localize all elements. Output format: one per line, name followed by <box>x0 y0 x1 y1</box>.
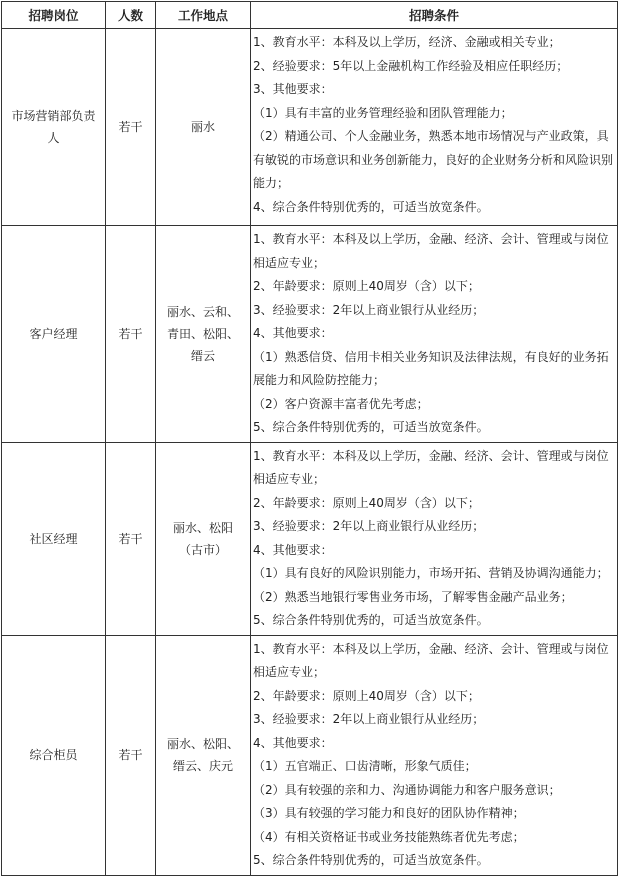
condition-line: （3）具有较强的学习能力和良好的团队协作精神； <box>253 806 525 820</box>
condition-line: 1、教育水平：本科及以上学历，金融、经济、会计、管理或与岗位 <box>253 641 609 656</box>
conditions-cell <box>251 635 618 875</box>
condition-line: （1）熟悉信贷、信用卡相关业务知识及法律法规，有良好的业务拓 <box>253 349 609 364</box>
header-location: 工作地点 <box>156 2 251 29</box>
condition-line: （2）客户资源丰富者优先考虑； <box>253 396 429 411</box>
condition-line: 能力； <box>253 176 290 190</box>
count-cell: 若干 <box>106 635 156 875</box>
condition-line: （2）具有较强的亲和力、沟通协调能力和客户服务意识； <box>253 782 561 797</box>
table-row <box>2 442 618 635</box>
location-cell: 丽水、云和、青田、松阳、缙云 <box>156 226 251 443</box>
condition-line: 4、其他要求： <box>253 542 333 557</box>
condition-line: （2）熟悉当地银行零售业务市场，了解零售金融产品业务； <box>253 589 573 604</box>
condition-line: 相适应专业； <box>253 472 326 486</box>
location-cell: 丽水 <box>156 29 251 226</box>
condition-line: 相适应专业； <box>253 255 326 270</box>
condition-line: （2）精通公司、个人金融业务，熟悉本地市场情况与产业政策，具 <box>253 129 609 143</box>
count-cell: 若干 <box>106 29 156 226</box>
recruitment-table <box>1 1 618 876</box>
condition-line: 2、年龄要求：原则上40周岁（含）以下； <box>253 279 480 293</box>
position-cell: 市场营销部负责人 <box>2 29 106 226</box>
location-cell: 丽水、松阳、缙云、庆元 <box>156 635 251 875</box>
condition-line: 2、年龄要求：原则上40周岁（含）以下； <box>253 688 480 703</box>
condition-line: 5、综合条件特别优秀的，可适当放宽条件。 <box>253 853 489 867</box>
table-row <box>2 29 618 226</box>
table-row <box>2 635 618 875</box>
condition-line: 4、其他要求： <box>253 735 333 750</box>
header-conditions: 招聘条件 <box>251 2 618 29</box>
condition-line: 展能力和风险防控能力； <box>253 373 386 387</box>
condition-line: （1）具有良好的风险识别能力，市场开拓、营销及协调沟通能力； <box>253 566 609 580</box>
location-cell: 丽水、松阳（古市） <box>156 442 251 635</box>
condition-line: （1）具有丰富的业务管理经验和团队管理能力； <box>253 105 513 120</box>
condition-line: 4、综合条件特别优秀的，可适当放宽条件。 <box>253 199 489 214</box>
position-cell: 综合柜员 <box>2 635 106 875</box>
conditions-cell <box>251 226 618 443</box>
condition-line: 5、综合条件特别优秀的，可适当放宽条件。 <box>253 420 489 434</box>
conditions-cell <box>251 29 618 226</box>
count-cell: 若干 <box>106 442 156 635</box>
table-row <box>2 226 618 443</box>
condition-line: 3、经验要求：2年以上商业银行从业经历； <box>253 302 485 317</box>
count-cell: 若干 <box>106 226 156 443</box>
condition-line: 有敏锐的市场意识和业务创新能力，良好的企业财务分析和风险识别 <box>253 152 614 167</box>
position-cell: 客户经理 <box>2 226 106 443</box>
condition-line: 1、教育水平：本科及以上学历，金融、经济、会计、管理或与岗位 <box>253 448 609 463</box>
condition-line: 相适应专业； <box>253 665 326 679</box>
condition-line: 4、其他要求： <box>253 326 333 340</box>
condition-line: 2、年龄要求：原则上40周岁（含）以下； <box>253 495 480 510</box>
condition-line: （4）有相关资格证书或业务技能熟练者优先考虑； <box>253 829 525 844</box>
condition-line: 1、教育水平：本科及以上学历，经济、金融或相关专业； <box>253 35 561 49</box>
header-row <box>2 2 618 29</box>
condition-line: 1、教育水平：本科及以上学历，金融、经济、会计、管理或与岗位 <box>253 232 609 246</box>
condition-line: 5、综合条件特别优秀的，可适当放宽条件。 <box>253 613 489 627</box>
position-cell: 社区经理 <box>2 442 106 635</box>
condition-line: 3、经验要求：2年以上商业银行从业经历； <box>253 712 485 726</box>
condition-line: 3、经验要求：2年以上商业银行从业经历； <box>253 519 485 533</box>
condition-line: 2、经验要求：5年以上金融机构工作经验及相应任职经历； <box>253 58 569 73</box>
condition-line: 3、其他要求： <box>253 82 333 96</box>
conditions-cell <box>251 442 618 635</box>
header-position: 招聘岗位 <box>2 2 106 29</box>
condition-line: （1）五官端正、口齿清晰，形象气质佳； <box>253 759 477 773</box>
header-count: 人数 <box>106 2 156 29</box>
